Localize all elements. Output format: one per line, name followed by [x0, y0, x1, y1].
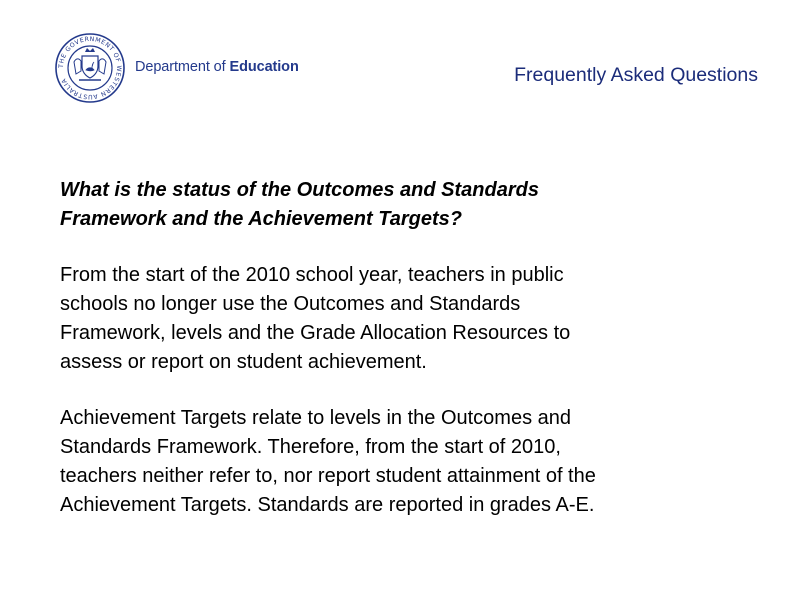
- answer-paragraph-2: [60, 404, 760, 520]
- department-name: [135, 59, 299, 75]
- paragraph-line: schools no longer use the Outcomes and Standards: [60, 293, 521, 315]
- question-line: Framework and the Achievement Targets?: [60, 208, 462, 230]
- department-logo: [52, 32, 312, 104]
- paragraph-line: From the start of the 2010 school year, teachers in public: [60, 264, 564, 286]
- department-name-bold: Education: [229, 59, 299, 75]
- paragraph-line: assess or report on student achievement.: [60, 351, 427, 373]
- question-line: What is the status of the Outcomes and Standards: [60, 179, 539, 201]
- paragraph-line: Achievement Targets relate to levels in the Outcomes and: [60, 407, 572, 429]
- government-crest-icon: [52, 32, 128, 104]
- paragraph-line: Achievement Targets. Standards are reported in grades A-E.: [60, 494, 595, 516]
- crest-ring-text: THE GOVERNMENT OF WESTERN AUSTRALIA: [57, 35, 123, 101]
- slide-heading: Frequently Asked Questions: [514, 64, 758, 86]
- paragraph-line: teachers neither refer to, nor report student attainment of the: [60, 465, 596, 487]
- answer-paragraph-1: [60, 261, 760, 377]
- paragraph-line: Standards Framework. Therefore, from the start of 2010,: [60, 436, 561, 458]
- paragraph-line: Framework, levels and the Grade Allocation Resources to: [60, 322, 571, 344]
- department-name-prefix: Department of: [135, 59, 230, 75]
- faq-question: [60, 176, 760, 234]
